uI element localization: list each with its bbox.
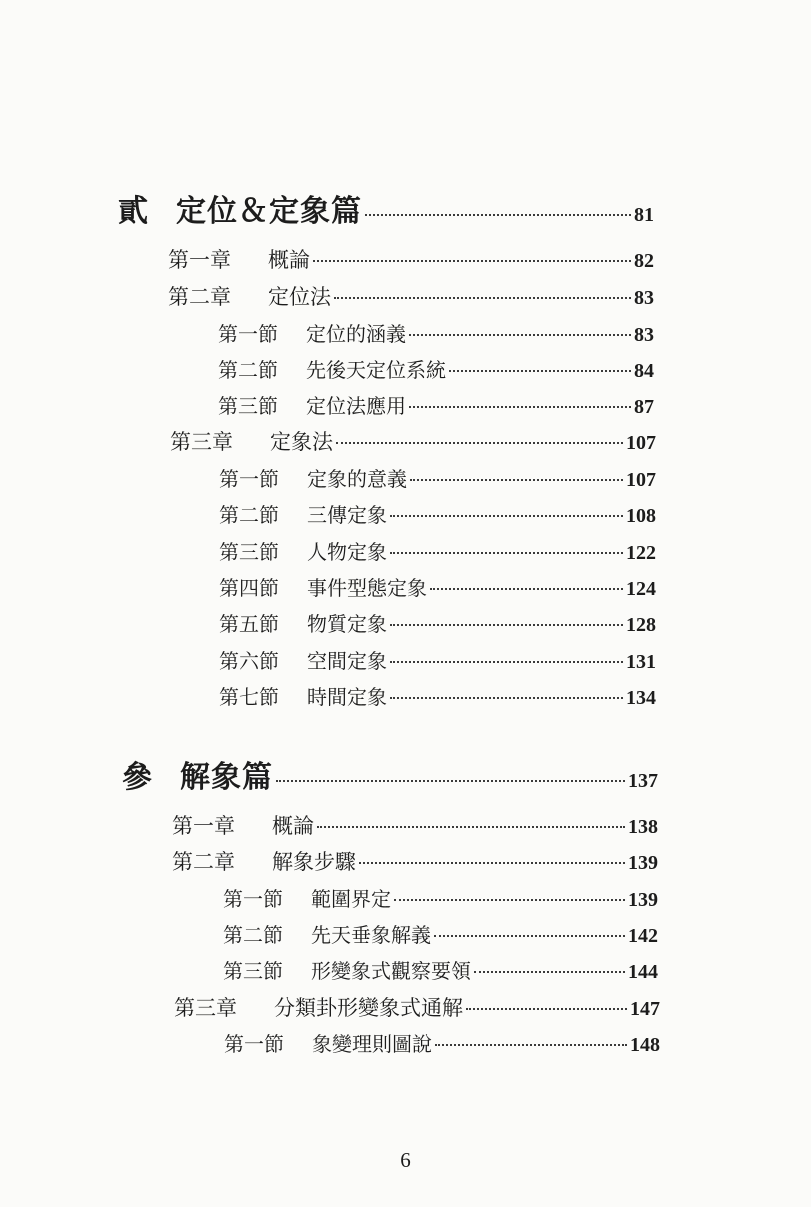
toc-section-entry[interactable] [218,390,654,419]
chapter-title: 概論 [272,814,314,838]
toc-chapter-entry[interactable] [168,281,654,311]
toc-section-entry[interactable] [219,499,656,528]
toc-part-heading[interactable] [118,186,654,230]
dot-leader [390,515,623,517]
toc-section-entry[interactable] [219,645,656,674]
part-title: 解象篇 [180,760,273,795]
toc-section-entry[interactable] [224,1028,660,1057]
section-title: 三傳定象 [307,503,387,527]
section-title: 形變象式觀察要領 [311,959,471,983]
page-number: 87 [634,396,654,418]
section-number: 第二節 [223,923,283,947]
page-number: 84 [634,360,654,382]
page-number: 131 [626,651,656,673]
page-number: 142 [628,925,658,947]
dot-leader [359,862,625,864]
toc-chapter-entry[interactable] [172,810,658,840]
dot-leader [276,780,625,782]
part-number: 參 [122,760,152,795]
dot-leader [474,971,625,973]
chapter-number: 第二章 [168,285,231,309]
dot-leader [466,1008,627,1010]
toc-section-entry[interactable] [219,536,656,565]
page-number: 139 [628,889,658,911]
chapter-number: 第一章 [168,248,231,272]
section-number: 第三節 [219,540,279,564]
page-number: 82 [634,250,654,272]
dot-leader [410,479,623,481]
chapter-number: 第三章 [174,996,237,1020]
page-number: 148 [630,1034,660,1056]
section-number: 第二節 [219,503,279,527]
page-number: 124 [626,578,656,600]
page-number: 83 [634,287,654,309]
page-number: 144 [628,961,658,983]
section-number: 第三節 [223,959,283,983]
section-title: 物質定象 [307,612,387,636]
toc-section-entry[interactable] [219,463,656,492]
page-folio: 6 [400,1148,411,1172]
section-number: 第二節 [218,358,278,382]
dot-leader [390,661,623,663]
dot-leader [434,935,625,937]
page-number: 108 [626,505,656,527]
dot-leader [365,214,631,216]
section-number: 第一節 [218,322,278,346]
section-number: 第一節 [219,467,279,491]
section-title: 先天垂象解義 [311,923,431,947]
page-number: 139 [628,852,658,874]
page-number: 83 [634,324,654,346]
chapter-title: 概論 [268,248,310,272]
dot-leader [334,297,631,299]
section-title: 時間定象 [307,685,387,709]
toc-section-entry[interactable] [219,681,656,710]
dot-leader [430,588,623,590]
section-number: 第六節 [219,649,279,673]
page-number: 81 [634,204,654,226]
page-number: 138 [628,816,658,838]
dot-leader [409,334,631,336]
chapter-title: 分類卦形變象式通解 [274,996,463,1020]
toc-chapter-entry[interactable] [174,992,660,1022]
dot-leader [394,899,625,901]
chapter-title: 定位法 [268,285,331,309]
section-title: 範圍界定 [311,887,391,911]
page-number: 147 [630,998,660,1020]
section-number: 第一節 [224,1032,284,1056]
section-title: 先後天定位系統 [306,358,446,382]
section-title: 象變理則圖說 [312,1032,432,1056]
dot-leader [336,442,623,444]
toc-chapter-entry[interactable] [172,846,658,876]
section-title: 事件型態定象 [307,576,427,600]
page-number: 107 [626,469,656,491]
dot-leader [317,826,625,828]
toc-chapter-entry[interactable] [170,426,656,456]
section-title: 定位法應用 [306,394,406,418]
toc-section-entry[interactable] [223,955,658,984]
page-number: 128 [626,614,656,636]
dot-leader [390,624,623,626]
dot-leader [409,406,631,408]
toc-part-heading[interactable] [122,752,658,796]
section-title: 定位的涵義 [306,322,406,346]
toc-section-entry[interactable] [218,318,654,347]
page-number: 122 [626,542,656,564]
toc-chapter-entry[interactable] [168,244,654,274]
toc-section-entry[interactable] [219,608,656,637]
section-title: 人物定象 [307,540,387,564]
part-number: 貳 [118,194,148,229]
chapter-number: 第三章 [170,430,233,454]
part-title: 定位＆定象篇 [176,194,362,229]
dot-leader [390,697,623,699]
dot-leader [449,370,631,372]
section-number: 第四節 [219,576,279,600]
section-number: 第三節 [218,394,278,418]
section-number: 第一節 [223,887,283,911]
chapter-title: 解象步驟 [272,850,356,874]
toc-section-entry[interactable] [219,572,656,601]
dot-leader [313,260,631,262]
page-number: 134 [626,687,656,709]
toc-section-entry[interactable] [223,919,658,948]
chapter-number: 第二章 [172,850,235,874]
page-number: 137 [628,770,658,792]
section-title: 空間定象 [307,649,387,673]
chapter-title: 定象法 [270,430,333,454]
page-number: 107 [626,432,656,454]
section-number: 第七節 [219,685,279,709]
dot-leader [435,1044,627,1046]
chapter-number: 第一章 [172,814,235,838]
dot-leader [390,552,623,554]
section-number: 第五節 [219,612,279,636]
section-title: 定象的意義 [307,467,407,491]
toc-section-entry[interactable] [218,354,654,383]
toc-section-entry[interactable] [223,883,658,912]
